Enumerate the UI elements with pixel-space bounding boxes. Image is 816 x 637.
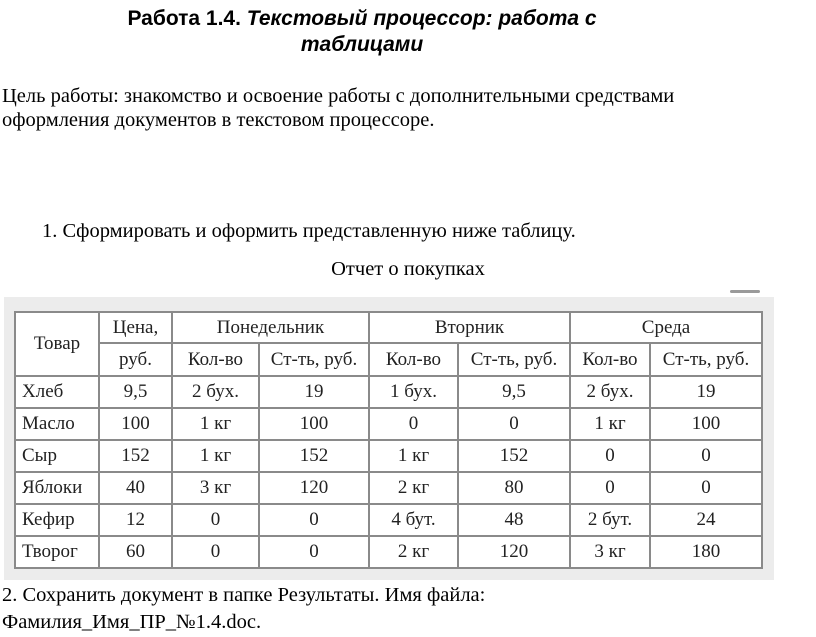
cost-cell: 180 [650,536,762,568]
header-row-1 [15,312,762,343]
goal-line-2: оформления документов в текстовом процессоре. [2,109,435,131]
qty-header: Кол-во [172,343,259,376]
quantity-cell: 2 бут. [570,504,650,536]
cost-cell: 152 [458,440,570,472]
cost-header: Ст-ть, руб. [259,343,369,376]
product-cell: Яблоки [15,472,99,504]
day-header-tuesday: Вторник [369,312,570,343]
quantity-cell: 3 кг [570,536,650,568]
title-line-2: таблицами [300,33,424,56]
task-2-line-1: 2. Сохранить документ в папке Результаты. Имя файла: [2,584,486,606]
price-cell: 60 [99,536,172,568]
table-body [15,376,762,568]
quantity-cell: 1 кг [570,408,650,440]
quantity-cell: 0 [369,408,458,440]
quantity-cell: 1 кг [172,440,259,472]
price-cell: 40 [99,472,172,504]
price-cell: 9,5 [99,376,172,408]
cost-cell: 9,5 [458,376,570,408]
report-title: Отчет о покупках [331,258,485,280]
goal-line-1: Цель работы: знакомство и освоение работы с дополнительными средствами [2,85,675,107]
table-row [15,472,762,504]
cost-cell: 48 [458,504,570,536]
work-goal [2,84,814,132]
product-cell: Хлеб [15,376,99,408]
quantity-cell: 1 кг [172,408,259,440]
header-row-2 [15,343,762,376]
scan-artifact [730,290,760,293]
cost-cell: 120 [259,472,369,504]
cost-cell: 152 [259,440,369,472]
table-row [15,536,762,568]
price-cell: 100 [99,408,172,440]
product-cell: Творог [15,536,99,568]
product-cell: Кефир [15,504,99,536]
price-header-bottom: руб. [99,343,172,376]
quantity-cell: 1 кг [369,440,458,472]
quantity-cell: 2 бух. [570,376,650,408]
cost-cell: 0 [650,472,762,504]
table-row [15,440,762,472]
table-row [15,408,762,440]
quantity-cell: 1 бух. [369,376,458,408]
price-header-top: Цена, [99,312,172,343]
cost-header: Ст-ть, руб. [458,343,570,376]
cost-cell: 120 [458,536,570,568]
product-cell: Масло [15,408,99,440]
quantity-cell: 2 бух. [172,376,259,408]
work-number: Работа 1.4. [127,7,241,30]
cost-cell: 0 [458,408,570,440]
quantity-cell: 0 [570,440,650,472]
quantity-cell: 0 [570,472,650,504]
price-cell: 152 [99,440,172,472]
product-header: Товар [15,312,99,376]
table-row [15,504,762,536]
purchase-report-table [14,311,763,569]
qty-header: Кол-во [570,343,650,376]
quantity-cell: 2 кг [369,472,458,504]
qty-header: Кол-во [369,343,458,376]
cost-cell: 80 [458,472,570,504]
cost-cell: 0 [259,536,369,568]
cost-cell: 100 [650,408,762,440]
cost-header: Ст-ть, руб. [650,343,762,376]
day-header-monday: Понедельник [172,312,369,343]
cost-cell: 0 [650,440,762,472]
cost-cell: 19 [650,376,762,408]
task-2-line-2: Фамилия_Имя_ПР_№1.4.doc. [2,611,262,633]
quantity-cell: 3 кг [172,472,259,504]
product-cell: Сыр [15,440,99,472]
cost-cell: 100 [259,408,369,440]
quantity-cell: 4 бут. [369,504,458,536]
title-line-1: Текстовый процессор: работа с [246,7,597,30]
quantity-cell: 2 кг [369,536,458,568]
day-header-wednesday: Среда [570,312,762,343]
cost-cell: 24 [650,504,762,536]
quantity-cell: 0 [172,536,259,568]
quantity-cell: 0 [172,504,259,536]
page-title-continued [0,32,770,58]
task-2 [2,582,485,636]
page-title [0,6,770,32]
table-row [15,376,762,408]
price-cell: 12 [99,504,172,536]
cost-cell: 19 [259,376,369,408]
cost-cell: 0 [259,504,369,536]
task-1: 1. Сформировать и оформить представленную ниже таблицу. [42,220,576,242]
